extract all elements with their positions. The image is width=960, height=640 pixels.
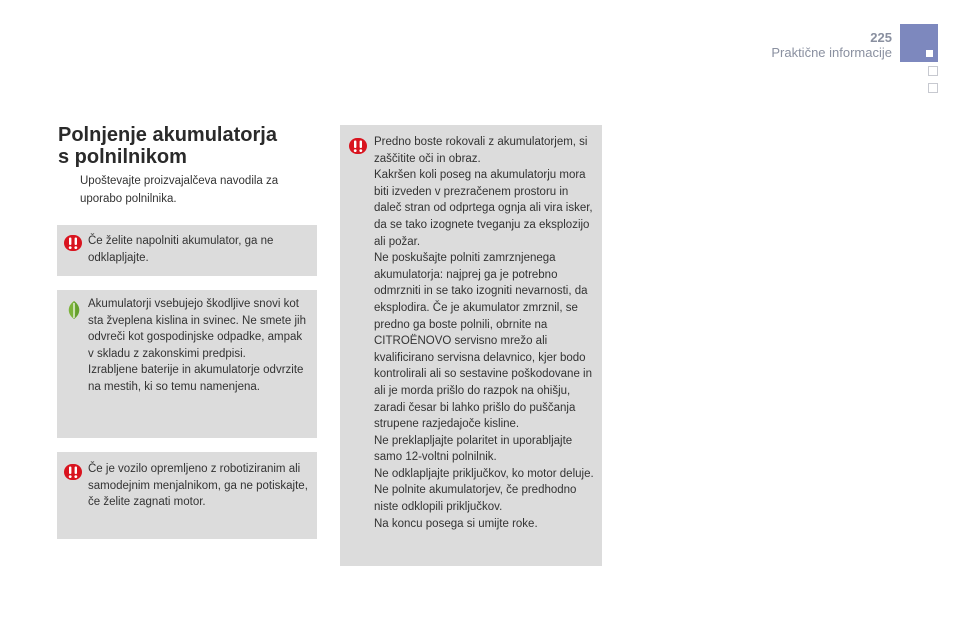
note-paragraph: Izrabljene baterije in akumulatorje odvrzite na mestih, ki so temu namenjena. xyxy=(88,364,304,393)
section-tab-active[interactable] xyxy=(900,24,938,62)
warning-note-gearbox xyxy=(57,452,317,539)
warning-note-safety xyxy=(340,125,602,566)
note-paragraph: Ne odklapljajte priključkov, ko motor deluje. xyxy=(374,467,594,480)
title-line: Polnjenje akumulatorja xyxy=(58,124,277,146)
note-paragraph: Ne poskušajte polniti zamrznjenega akumulatorja: najprej ga je potrebno odmrzniti in se tako izogniti nevarnosti, da eksplodira. Če je akumulator zmrznil, se predno ga boste polnili, obrnite na CITROËNOVO servisno mrežo ali kvalificirano servisna delavnico, kjer bodo kontrolirali ali so sestavine poškodovane in ali je morda prišlo do razpok na ohišju, zaradi česar bi lahko prišlo do puščanja strupene razjedajoče kisline. xyxy=(374,252,592,431)
warning-note-disconnect xyxy=(57,225,317,276)
environment-note xyxy=(57,290,317,438)
note-paragraph: Ne polnite akumulatorjev, če predhodno niste odklopili priključkov. xyxy=(374,484,577,514)
bullet-text: Upoštevajte proizvajalčeva navodila za uporabo polnilnika. xyxy=(80,175,279,205)
section-title: Praktične informacije xyxy=(771,45,892,60)
exclamation-warning-icon xyxy=(63,463,83,481)
exclamation-warning-icon xyxy=(63,234,83,252)
note-text: Če želite napolniti akumulator, ga ne odklapljajte. xyxy=(88,235,274,264)
note-text: Če je vozilo opremljeno z robotiziranim ali samodejnim menjalnikom, ga ne potiskajte, če želite zagnati motor. xyxy=(88,463,308,509)
exclamation-warning-icon xyxy=(348,137,368,155)
article-title xyxy=(58,124,328,168)
note-paragraph: Kakršen koli poseg na akumulatorju mora biti izveden v prezračenem prostoru in daleč stran od odprtega ognja ali vira isker, da se tako izognete tveganju za eksplozijo ali požar. xyxy=(374,169,593,248)
instruction-bullet xyxy=(60,172,310,208)
note-paragraph: Akumulatorji vsebujejo škodljive snovi kot sta žveplena kislina in svinec. Ne smete jih odvreči kot gospodinjske odpadke, ampak v skladu z zakonskimi predpisi. xyxy=(88,298,306,360)
tab-indicator-icon xyxy=(926,50,933,57)
note-paragraph: Ne preklapljajte polaritet in uporabljajte samo 12-voltni polnilnik. xyxy=(374,434,573,464)
page-number: 225 xyxy=(870,30,892,45)
note-paragraph: Na koncu posega si umijte roke. xyxy=(374,517,538,530)
title-line: s polnilnikom xyxy=(58,146,187,168)
note-paragraph: Predno boste rokovali z akumulatorjem, si zaščitite oči in obraz. xyxy=(374,136,588,165)
section-tab-empty[interactable] xyxy=(928,66,938,76)
section-tab-empty[interactable] xyxy=(928,83,938,93)
leaf-eco-icon xyxy=(64,300,84,320)
